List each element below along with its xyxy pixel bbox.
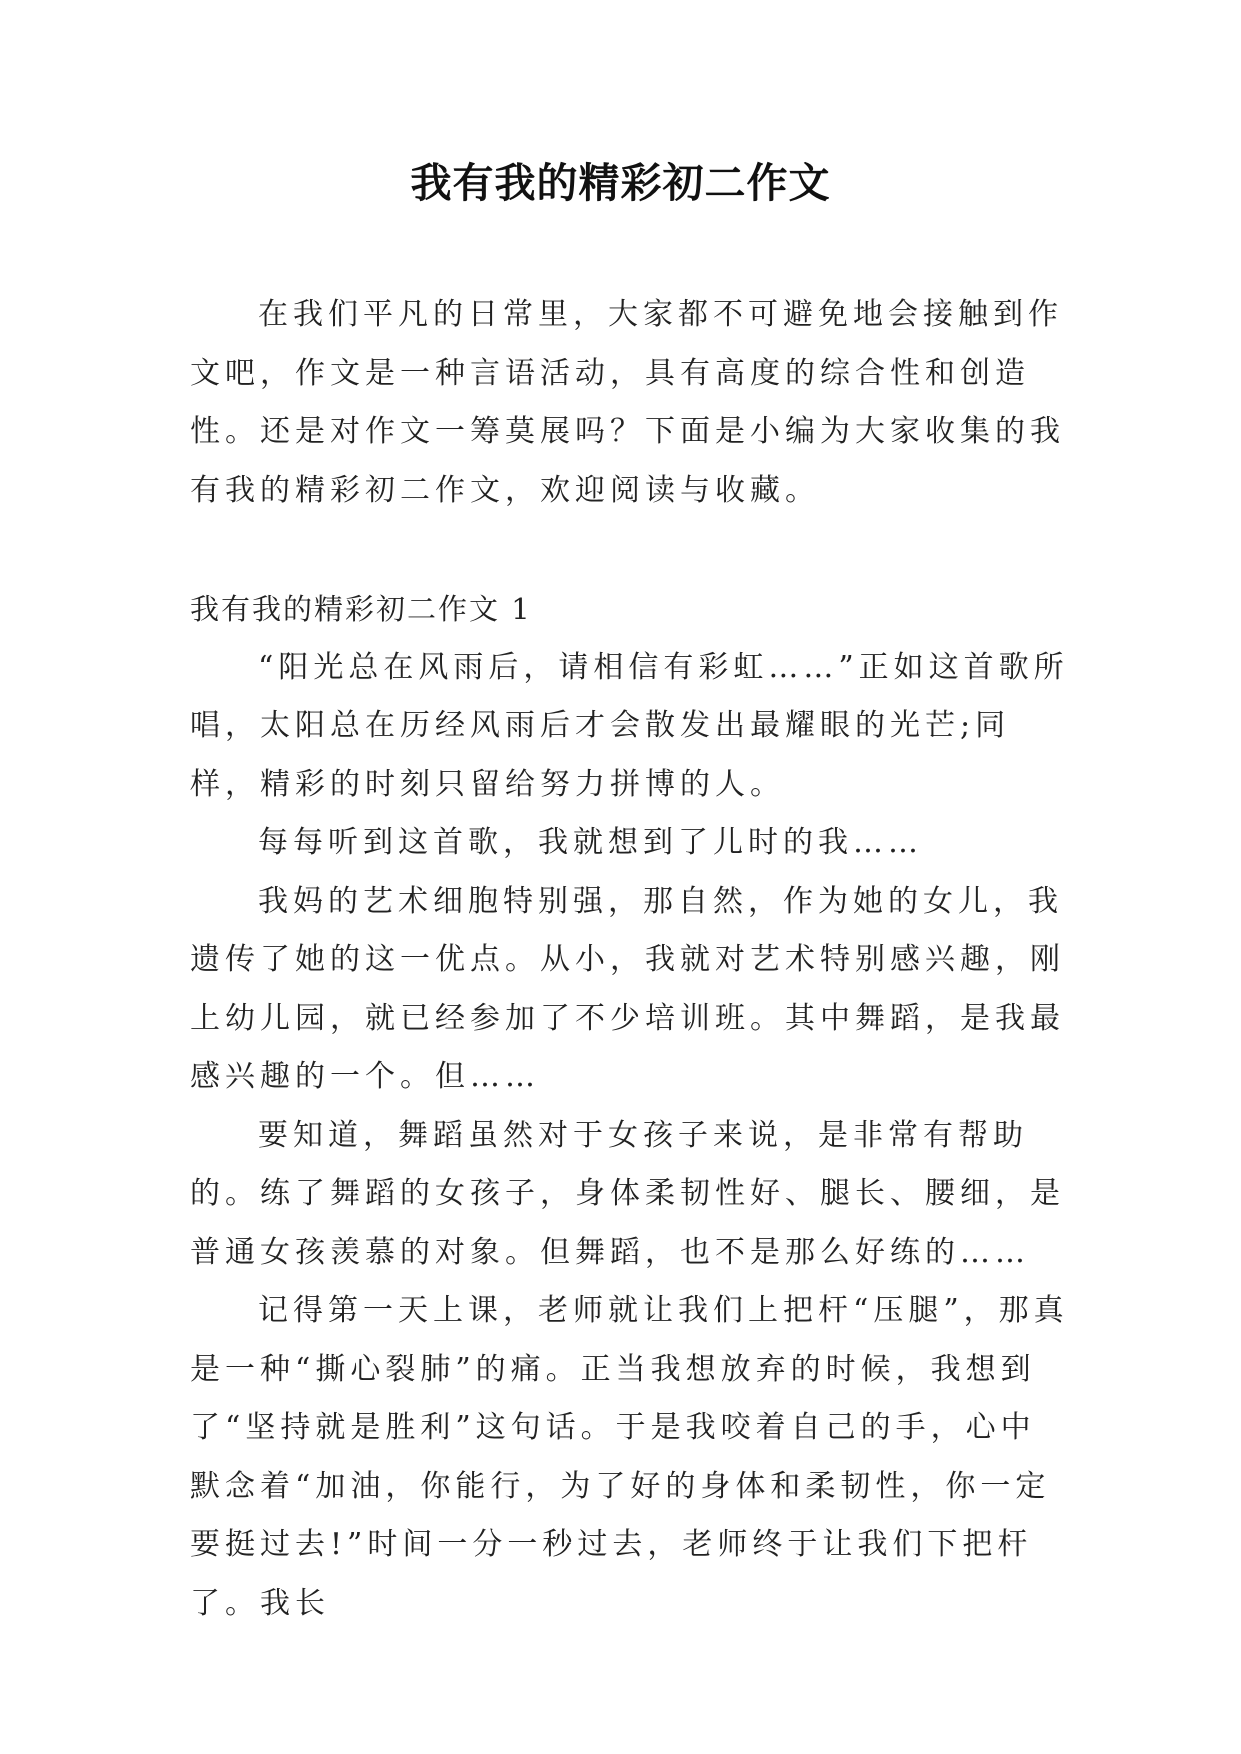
body-paragraph-2: 每每听到这首歌，我就想到了儿时的我……	[258, 825, 923, 860]
section-heading: 我有我的精彩初二作文 1	[190, 592, 532, 626]
body-paragraph-1: “阳光总在风雨后，请相信有彩虹……”正如这首歌所唱，太阳总在历经风雨后才会散发出最耀眼的光芒;同样，精彩的时刻只留给努力拼博的人。	[190, 649, 1069, 802]
page-title: 我有我的精彩初二作文	[410, 159, 831, 207]
body-paragraph-4: 要知道，舞蹈虽然对于女孩子来说，是非常有帮助的。练了舞蹈的女孩子，身体柔韧性好、腿长、腰细，是普通女孩羡慕的对象。但舞蹈，也不是那么好练的……	[190, 1117, 1065, 1270]
intro-paragraph: 在我们平凡的日常里，大家都不可避免地会接触到作文吧，作文是一种言语活动，具有高度的综合性和创造性。还是对作文一筹莫展吗？下面是小编为大家收集的我有我的精彩初二作文，欢迎阅读与收藏。	[190, 297, 1065, 508]
paragraph-gap	[190, 520, 1070, 580]
body-paragraph-5: 记得第一天上课，老师就让我们上把杆“压腿”，那真是一种“撕心裂肺”的痛。正当我想放弃的时候，我想到了“坚持就是胜利”这句话。于是我咬着自己的手，心中默念着“加油，你能行，为了好的身体和柔韧性，你一定要挺过去!”时间一分一秒过去，老师终于让我们下把杆了。我长	[190, 1293, 1069, 1621]
body-paragraph-3: 我妈的艺术细胞特别强，那自然，作为她的女儿，我遗传了她的这一优点。从小，我就对艺术特别感兴趣，刚上幼儿园，就已经参加了不少培训班。其中舞蹈，是我最感兴趣的一个。但……	[190, 883, 1065, 1094]
document-body	[190, 286, 1070, 1633]
